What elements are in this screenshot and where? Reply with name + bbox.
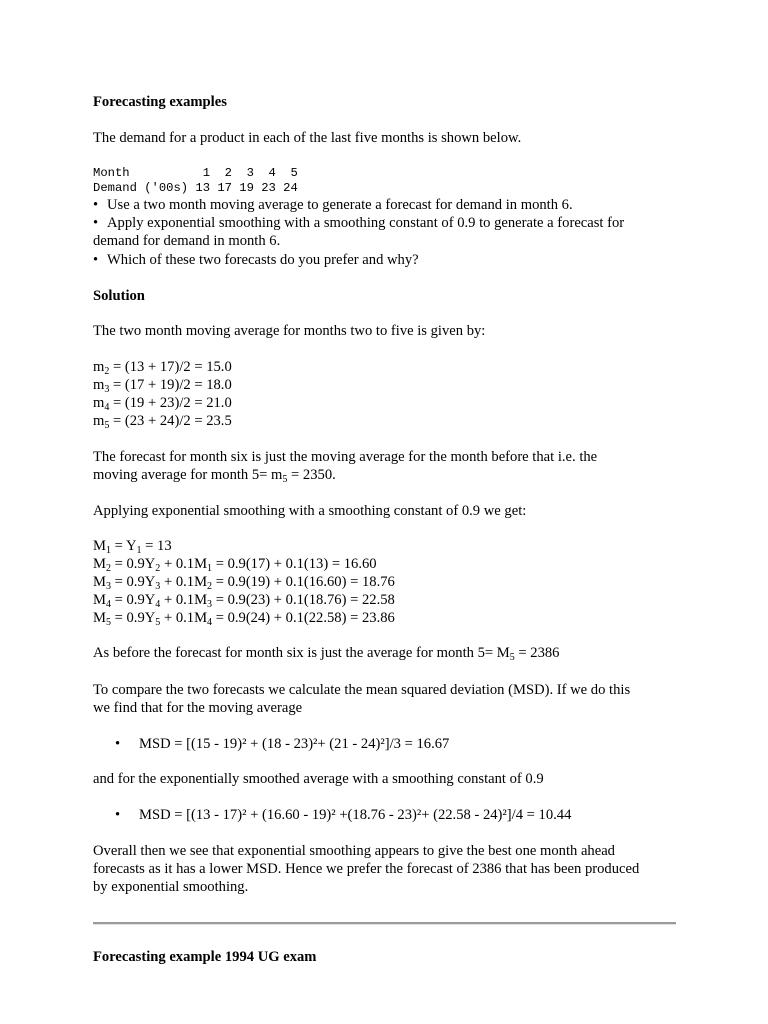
exp-smoothing-line: $M_5 = 0.9Y_5 + 0.1M_4 = 0.9(24) + 0.1(22.58) = 23.86$ bbox=[93, 610, 395, 628]
exp-smoothing-line: $M_2 = 0.9Y_2 + 0.1M_1 = 0.9(17) + 0.1(13) = 16.60$ bbox=[93, 556, 377, 574]
bullet-icon: • bbox=[93, 252, 99, 268]
next-section-heading: Forecasting example 1994 UG exam bbox=[93, 949, 317, 965]
compare-text: To compare the two forecasts we calculate the mean squared deviation (MSD). If we do this bbox=[93, 682, 631, 698]
section-divider bbox=[93, 922, 676, 925]
msd-moving-average: MSD = [(15 - 19)² + (18 - 23)²+ (21 - 24)²]/3 = 16.67 bbox=[139, 736, 450, 752]
exp-smoothing-line: $M_1 = Y_1 = 13$ bbox=[93, 538, 172, 556]
exp-smoothing-intro: Applying exponential smoothing with a smoothing constant of 0.9 we get: bbox=[93, 503, 527, 519]
intro-text: The demand for a product in each of the last five months is shown below. bbox=[93, 130, 522, 146]
demand-table-row-month: Month 1 2 3 4 5 bbox=[93, 166, 298, 180]
bullet-icon: • bbox=[93, 215, 99, 231]
exp-msd-intro: and for the exponentially smoothed average with a smoothing constant of 0.9 bbox=[93, 771, 544, 787]
msd-exp-smoothing: MSD = [(13 - 17)² + (16.60 - 19)² +(18.76 - 23)²+ (22.58 - 24)²]/4 = 10.44 bbox=[139, 807, 572, 823]
conclusion-text: forecasts as it has a lower MSD. Hence we prefer the forecast of 2386 that has been produced bbox=[93, 861, 640, 877]
question-item: • Apply exponential smoothing with a smoothing constant of 0.9 to generate a forecast for bbox=[93, 215, 625, 231]
solution-heading: Solution bbox=[93, 288, 145, 304]
page-title: Forecasting examples bbox=[93, 94, 227, 110]
forecast-ma-text: moving average for month $5= m_5 = 2350$. bbox=[93, 467, 336, 485]
demand-table-row-demand: Demand ('00s) 13 17 19 23 24 bbox=[93, 181, 298, 195]
conclusion-text: by exponential smoothing. bbox=[93, 879, 249, 895]
conclusion-text: Overall then we see that exponential smoothing appears to give the best one month ahead bbox=[93, 843, 615, 859]
exp-smoothing-line: $M_3 = 0.9Y_3 + 0.1M_2 = 0.9(19) + 0.1(16.60) = 18.76$ bbox=[93, 574, 395, 592]
bullet-icon: • bbox=[115, 807, 121, 823]
question-item: • Which of these two forecasts do you prefer and why? bbox=[93, 252, 419, 268]
question-item-continued: demand for demand in month 6. bbox=[93, 233, 281, 249]
moving-average-line: $m_4 = (19 + 23)/2 = 21.0$ bbox=[93, 395, 232, 413]
moving-average-intro: The two month moving average for months two to five is given by: bbox=[93, 323, 486, 339]
moving-average-line: $m_5 = (23 + 24)/2 = 23.5$ bbox=[93, 413, 232, 431]
forecast-es-text: As before the forecast for month six is just the average for month $5= M_5 = 2386$ bbox=[93, 645, 560, 663]
bullet-icon: • bbox=[93, 197, 99, 213]
exp-smoothing-line: $M_4 = 0.9Y_4 + 0.1M_3 = 0.9(23) + 0.1(18.76) = 22.58$ bbox=[93, 592, 395, 610]
question-item: • Use a two month moving average to generate a forecast for demand in month 6. bbox=[93, 197, 573, 213]
moving-average-line: $m_3 = (17 + 19)/2 = 18.0$ bbox=[93, 377, 232, 395]
moving-average-line: $m_2 = (13 + 17)/2 = 15.0$ bbox=[93, 359, 232, 377]
bullet-icon: • bbox=[115, 736, 121, 752]
compare-text: we find that for the moving average bbox=[93, 700, 303, 716]
forecast-ma-text: The forecast for month six is just the moving average for the month before that i.e. the bbox=[93, 449, 598, 465]
